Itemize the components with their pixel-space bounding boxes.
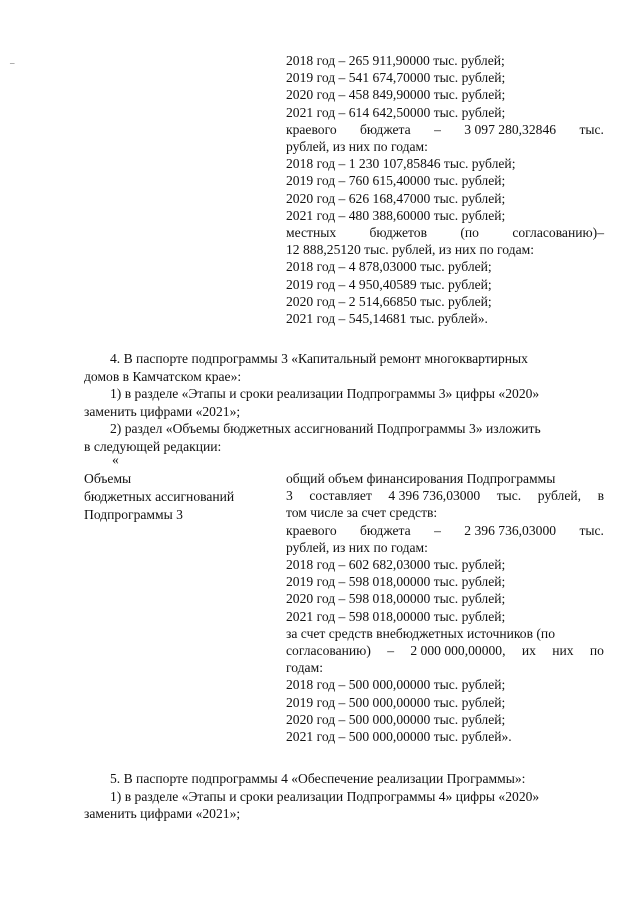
- kraevogo-line: краевого бюджета – 3 097 280,32846 тыс.: [286, 121, 604, 137]
- paragraph-5: [84, 770, 602, 823]
- table-left-label: [84, 470, 264, 524]
- left-label-line: Объемы: [84, 471, 132, 486]
- right-second-line: 3 составляет 4 396 736,03000 тыс. рублей, в: [286, 488, 604, 504]
- para5-sub1-line1: 1) в разделе «Этапы и сроки реализации Подпрограммы 4» цифры «2020»: [110, 788, 540, 804]
- year-line: 2018 год – 265 911,90000 тыс. рублей;: [286, 53, 505, 68]
- table-kraevogo-line: краевого бюджета – 2 396 736,03000 тыс.: [286, 522, 604, 538]
- para5-line1: 5. В паспорте подпрограммы 4 «Обеспечение реализации Программы»:: [110, 771, 526, 786]
- vnebud-line1: за счет средств внебюджетных источников (по: [286, 625, 556, 641]
- top-funding-block: [286, 52, 604, 327]
- year-line: 2020 год – 458 849,90000 тыс. рублей;: [286, 87, 506, 103]
- year-line: 2019 год – 541 674,70000 тыс. рублей;: [286, 70, 506, 86]
- left-label-line: бюджетных ассигнований: [84, 489, 235, 504]
- year-line: 2019 год – 4 950,40589 тыс. рублей;: [286, 276, 492, 292]
- para4-sub1-line2: заменить цифрами «2021»;: [84, 403, 241, 419]
- year-line: 2019 год – 760 615,40000 тыс. рублей;: [286, 173, 506, 189]
- year-line: 2018 год – 4 878,03000 тыс. рублей;: [286, 259, 492, 275]
- year-line: 2018 год – 1 230 107,85846 тыс. рублей;: [286, 156, 516, 172]
- year-line: 2020 год – 2 514,66850 тыс. рублей;: [286, 293, 492, 309]
- table-right-block: [286, 470, 604, 745]
- year-line: 2020 год – 598 018,00000 тыс. рублей;: [286, 591, 506, 607]
- year-line: 2020 год – 500 000,00000 тыс. рублей;: [286, 711, 506, 727]
- year-line: 2019 год – 598 018,00000 тыс. рублей;: [286, 574, 506, 590]
- year-line: 2018 год – 602 682,03000 тыс. рублей;: [286, 557, 506, 573]
- left-label-line: Подпрограммы 3: [84, 507, 183, 522]
- year-line: 2021 год – 614 642,50000 тыс. рублей;: [286, 104, 506, 120]
- table-kraevogo-tail: рублей, из них по годам:: [286, 539, 428, 555]
- year-line: 2021 год – 545,14681 тыс. рублей».: [286, 311, 488, 327]
- year-line: 2020 год – 626 168,47000 тыс. рублей;: [286, 190, 506, 206]
- para4-line1: 4. В паспорте подпрограммы 3 «Капитальный ремонт многоквартирных: [110, 351, 528, 366]
- mestnyh-line: местных бюджетов (по согласованию)–: [286, 225, 604, 241]
- para4-sub2-line1: 2) раздел «Объемы бюджетных ассигнований Подпрограммы 3» изложить: [110, 421, 541, 436]
- vnebud-line2: согласованию) – 2 000 000,00000, их них по: [286, 643, 604, 659]
- right-first-line: общий объем финансирования Подпрограммы: [286, 471, 556, 486]
- year-line: 2021 год – 500 000,00000 тыс. рублей».: [286, 729, 512, 745]
- year-line: 2021 год – 598 018,00000 тыс. рублей;: [286, 608, 506, 624]
- para5-sub1-line2: заменить цифрами «2021»;: [84, 806, 241, 821]
- year-line: 2018 год – 500 000,00000 тыс. рублей;: [286, 677, 506, 693]
- para4-sub2-line2: в следующей редакции:: [84, 438, 222, 454]
- margin-mark: –: [10, 58, 15, 68]
- right-third-line: том числе за счет средств:: [286, 505, 438, 521]
- kraevogo-tail: рублей, из них по годам:: [286, 139, 428, 155]
- paragraph-4: [84, 350, 602, 455]
- para4-line2: домов в Камчатском крае»:: [84, 368, 242, 384]
- para4-sub1-line1: 1) в разделе «Этапы и сроки реализации Подпрограммы 3» цифры «2020»: [110, 386, 540, 401]
- quote-open: «: [112, 452, 119, 467]
- year-line: 2019 год – 500 000,00000 тыс. рублей;: [286, 694, 506, 710]
- year-line: 2021 год – 480 388,60000 тыс. рублей;: [286, 207, 506, 223]
- vnebud-line3: годам:: [286, 660, 323, 676]
- mestnyh-tail: 12 888,25120 тыс. рублей, из них по годам:: [286, 242, 534, 258]
